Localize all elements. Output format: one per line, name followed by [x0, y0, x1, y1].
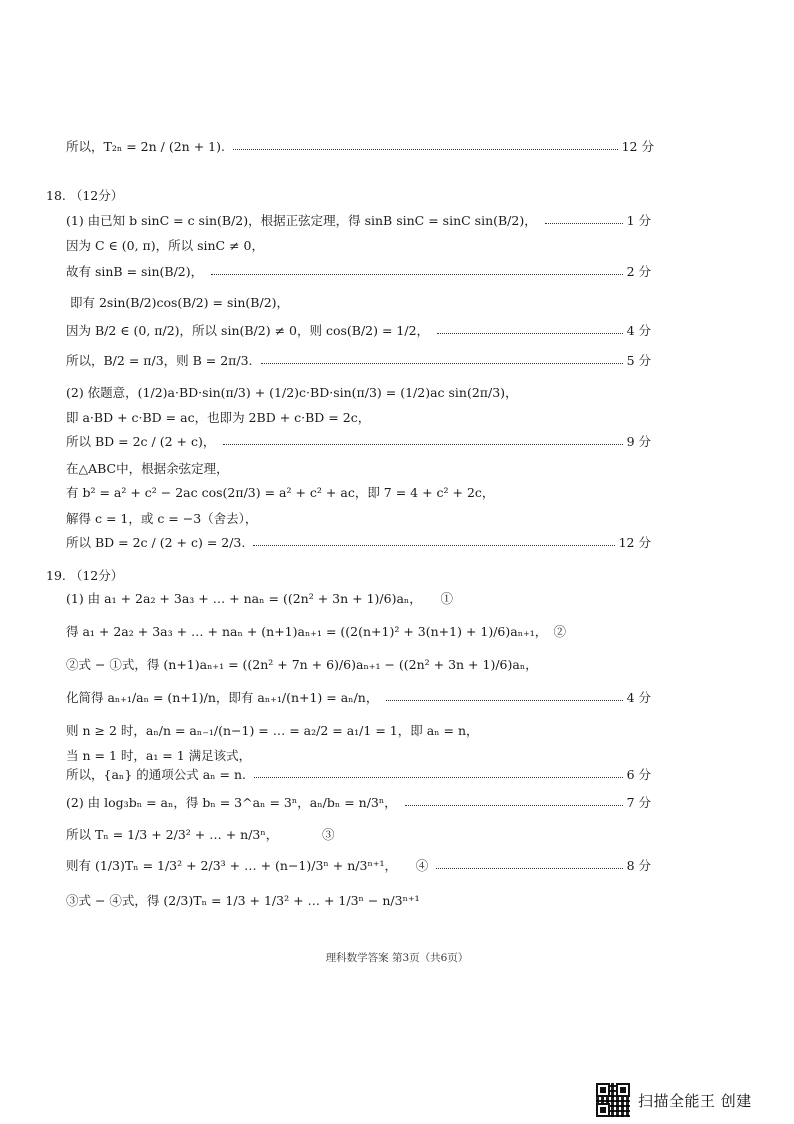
answer-text: ②式 − ①式，得 (n+1)aₙ₊₁ = ((2n² + 7n + 6)/6)aₙ₊₁ − ((2n² + 3n + 1)/6)aₙ， — [66, 657, 538, 672]
answer-line-18 — [0, 650, 794, 678]
score-label: 2 分 — [626, 264, 651, 279]
score-label: 12 分 — [621, 139, 654, 154]
answer-line-12 — [0, 478, 794, 506]
scanner-watermark — [596, 1083, 752, 1117]
dotted-leader — [253, 545, 614, 546]
answer-text: 则 n ≥ 2 时，aₙ/n = aₙ₋₁/(n−1) = … = a₂/2 = a₁/1 = 1，即 aₙ = n， — [66, 723, 479, 738]
score-label: 4 分 — [626, 690, 651, 705]
answer-line-10 — [0, 427, 794, 455]
score-label: 1 分 — [626, 213, 651, 228]
dotted-leader — [211, 274, 622, 275]
answer-text: 则有 (1/3)Tₙ = 1/3² + 2/3³ + … + (n−1)/3ⁿ + n/3ⁿ⁺¹， ④ — [66, 858, 429, 873]
answer-line-5 — [0, 288, 794, 316]
answer-line-25 — [0, 851, 794, 879]
answer-line-7 — [0, 346, 794, 374]
answer-text: 得 a₁ + 2a₂ + 3a₃ + … + naₙ + (n+1)aₙ₊₁ = ((2(n+1)² + 3(n+1) + 1)/6)aₙ₊₁， ② — [66, 624, 566, 639]
dotted-leader — [386, 700, 622, 701]
answer-text: 所以，{aₙ} 的通项公式 aₙ = n. — [66, 767, 247, 782]
score-label: 7 分 — [626, 795, 651, 810]
score-label: 9 分 — [626, 434, 651, 449]
answer-text: (2) 依题意，(1/2)a·BD·sin(π/3) + (1/2)c·BD·sin(π/3) = (1/2)ac sin(2π/3)， — [66, 385, 518, 400]
dotted-leader — [436, 868, 622, 869]
answer-line-24 — [0, 820, 794, 848]
dotted-leader — [405, 805, 623, 806]
dotted-leader — [233, 149, 618, 150]
answer-text: 所以 BD = 2c / (2 + c)， — [66, 434, 216, 449]
answer-line-23 — [0, 788, 794, 816]
answer-line-16 — [0, 584, 794, 612]
answer-text: 因为 C ∈ (0, π)，所以 sinC ≠ 0， — [66, 238, 264, 253]
answer-line-3 — [0, 231, 794, 259]
score-label: 12 分 — [618, 535, 651, 550]
answer-text: 解得 c = 1，或 c = −3（舍去）， — [66, 511, 258, 526]
answer-text: 化简得 aₙ₊₁/aₙ = (n+1)/n，即有 aₙ₊₁/(n+1) = aₙ/n， — [66, 690, 379, 705]
dotted-leader — [254, 777, 623, 778]
answer-line-6 — [0, 316, 794, 344]
answer-text: 因为 B/2 ∈ (0, π/2)，所以 sin(B/2) ≠ 0，则 cos(B/2) = 1/2， — [66, 323, 430, 338]
answer-text: 即有 2sin(B/2)cos(B/2) = sin(B/2)， — [70, 295, 290, 310]
answer-text: (2) 由 log₃bₙ = aₙ，得 bₙ = 3^aₙ = 3ⁿ，aₙ/bₙ = n/3ⁿ， — [66, 795, 397, 810]
score-label: 5 分 — [626, 353, 651, 368]
answer-text: (1) 由 a₁ + 2a₂ + 3a₃ + … + naₙ = ((2n² + 3n + 1)/6)aₙ， ① — [66, 591, 454, 606]
dotted-leader — [437, 333, 623, 334]
dotted-leader — [223, 444, 622, 445]
answer-text: 当 n = 1 时，a₁ = 1 满足该式， — [66, 748, 252, 763]
answer-text: ③式 − ④式，得 (2/3)Tₙ = 1/3 + 1/3² + … + 1/3ⁿ − n/3ⁿ⁺¹ — [66, 893, 420, 908]
score-label: 4 分 — [626, 323, 651, 338]
answer-line-4 — [0, 257, 794, 285]
score-label: 8 分 — [626, 858, 651, 873]
question-number: 19. （12分） — [46, 568, 124, 583]
answer-line-20 — [0, 716, 794, 744]
answer-line-0 — [0, 132, 794, 160]
dotted-leader — [261, 363, 623, 364]
answer-line-17 — [0, 617, 794, 645]
answer-line-2 — [0, 206, 794, 234]
page-footer: 理科数学答案 第3页（共6页） — [325, 952, 469, 964]
answer-text: 所以，B/2 = π/3，则 B = 2π/3. — [66, 353, 253, 368]
answer-line-26 — [0, 886, 794, 914]
answer-text: 所以 Tₙ = 1/3 + 2/3² + … + n/3ⁿ， ③ — [66, 827, 335, 842]
watermark-text: 扫描全能王 创建 — [638, 1091, 752, 1110]
answer-text: 有 b² = a² + c² − 2ac cos(2π/3) = a² + c² + ac，即 7 = 4 + c² + 2c， — [66, 485, 495, 500]
question-number: 18. （12分） — [46, 188, 124, 203]
answer-text: 所以 BD = 2c / (2 + c) = 2/3. — [66, 535, 246, 550]
answer-text: 即 a·BD + c·BD = ac，也即为 2BD + c·BD = 2c， — [66, 410, 371, 425]
answer-line-14 — [0, 528, 794, 556]
qr-code-icon — [596, 1083, 630, 1117]
answer-text: 在△ABC中，根据余弦定理， — [66, 461, 229, 476]
answer-line-19 — [0, 683, 794, 711]
score-label: 6 分 — [626, 767, 651, 782]
question-18-header — [0, 181, 794, 209]
answer-line-8 — [0, 378, 794, 406]
dotted-leader — [545, 223, 623, 224]
answer-text: (1) 由已知 b sinC = c sin(B/2)，根据正弦定理，得 sinB sinC = sinC sin(B/2)， — [66, 213, 537, 228]
answer-text: 所以，T₂ₙ = 2n / (2n + 1). — [66, 139, 225, 154]
answer-text: 故有 sinB = sin(B/2)， — [66, 264, 204, 279]
answer-line-22 — [0, 760, 794, 788]
